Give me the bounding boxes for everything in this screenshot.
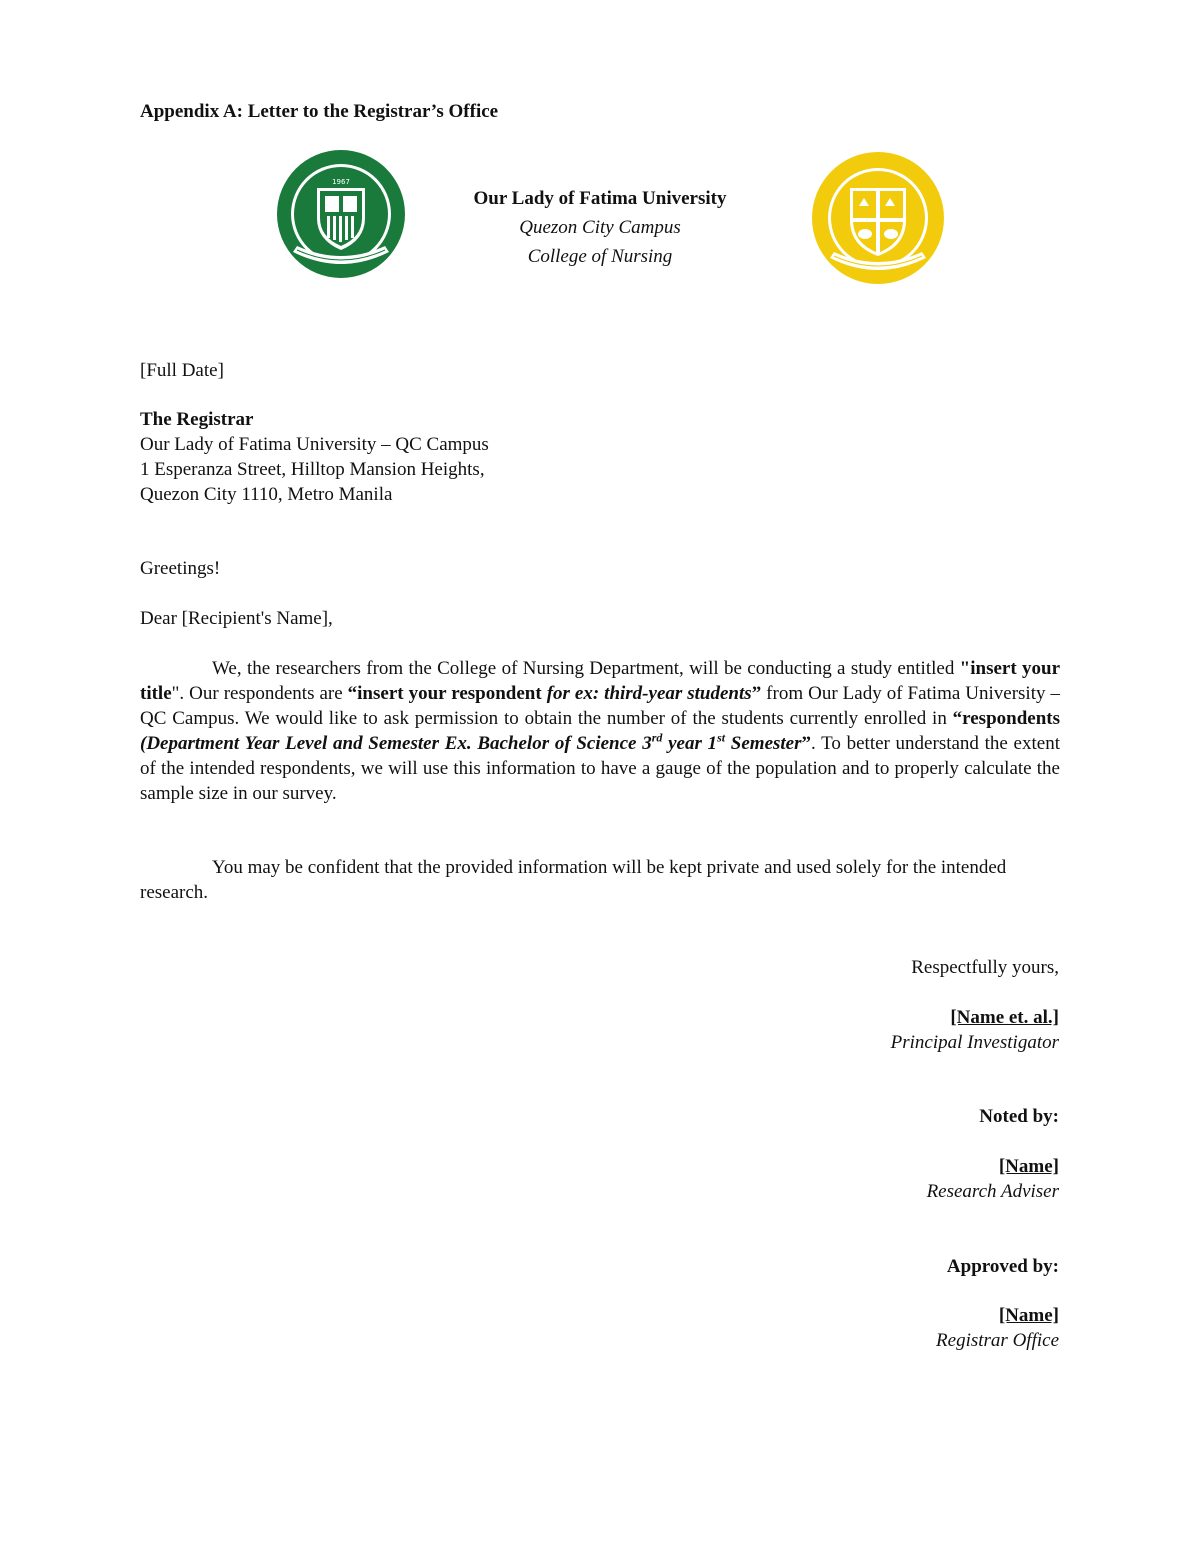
signatory-name-adviser: [Name] [998,1156,1059,1177]
body1-text-3: from Our Lady of Fatima University – QC Campus. We would like to ask permission to obtain the number of the students currently enrolled in [140,683,1060,729]
body1-title-placeholder: "insert your title [140,658,1060,704]
college-name: College of Nursing [527,246,673,267]
appendix-heading: Appendix A: Letter to the Registrar’s Office [140,101,499,122]
recipient-address-line1: Our Lady of Fatima University – QC Campus [140,434,489,455]
greeting: Greetings! [140,558,221,579]
body1-superscript-rd: rd [651,730,663,745]
body1-text-2: ". Our respondents are [171,683,348,704]
noted-by-label: Noted by: [979,1106,1059,1127]
body1-text-1: We, the researchers from the College of Nursing Department, will be conducting a study entitled [212,658,960,679]
seal-year: 1967 [332,178,350,186]
salutation: Dear [Recipient's Name], [140,608,333,629]
body1-semester-example: Semester [725,733,802,754]
university-name: Our Lady of Fatima University [473,188,727,209]
closing: Respectfully yours, [911,957,1059,978]
body1-quote-close-2: ” [801,733,811,754]
signatory-role-investigator: Principal Investigator [890,1032,1059,1053]
body1-text-4: . To better understand the extent of the intended respondents, we will use this information to have a gauge of the population and to properly calculate the sample size in our survey. [140,733,1060,804]
signatory-role-registrar: Registrar Office [936,1330,1059,1351]
body-paragraph-2: You may be confident that the provided information will be kept private and used solely for the intended research. [140,857,1007,903]
signatory-name-registrar: [Name] [998,1305,1059,1326]
approved-by-label: Approved by: [946,1256,1059,1277]
recipient-address-line2: 1 Esperanza Street, Hilltop Mansion Heights, [140,459,485,480]
body1-department-example: (Department Year Level and Semester Ex. Bachelor of Science 3 [140,733,652,754]
body1-respondent-example: for ex: third-year students [546,683,752,704]
recipient-title: The Registrar [140,409,254,430]
campus-name: Quezon City Campus [519,217,681,238]
letter-date: [Full Date] [140,360,224,381]
body1-quote-close-1: ” [751,683,762,704]
signatory-name-investigator: [Name et. al.] [950,1007,1059,1028]
body1-respondent-placeholder: “insert your respondent [347,683,547,704]
left-seal-lettering [275,148,407,280]
body-paragraph-1 [140,656,1060,806]
recipient-address-line3: Quezon City 1110, Metro Manila [140,484,393,505]
body1-superscript-st: st [717,730,726,745]
college-seal-logo [810,150,946,286]
body1-respondents-placeholder: “respondents [952,708,1060,729]
body1-year-example: year 1 [662,733,718,754]
signatory-role-adviser: Research Adviser [926,1181,1059,1202]
